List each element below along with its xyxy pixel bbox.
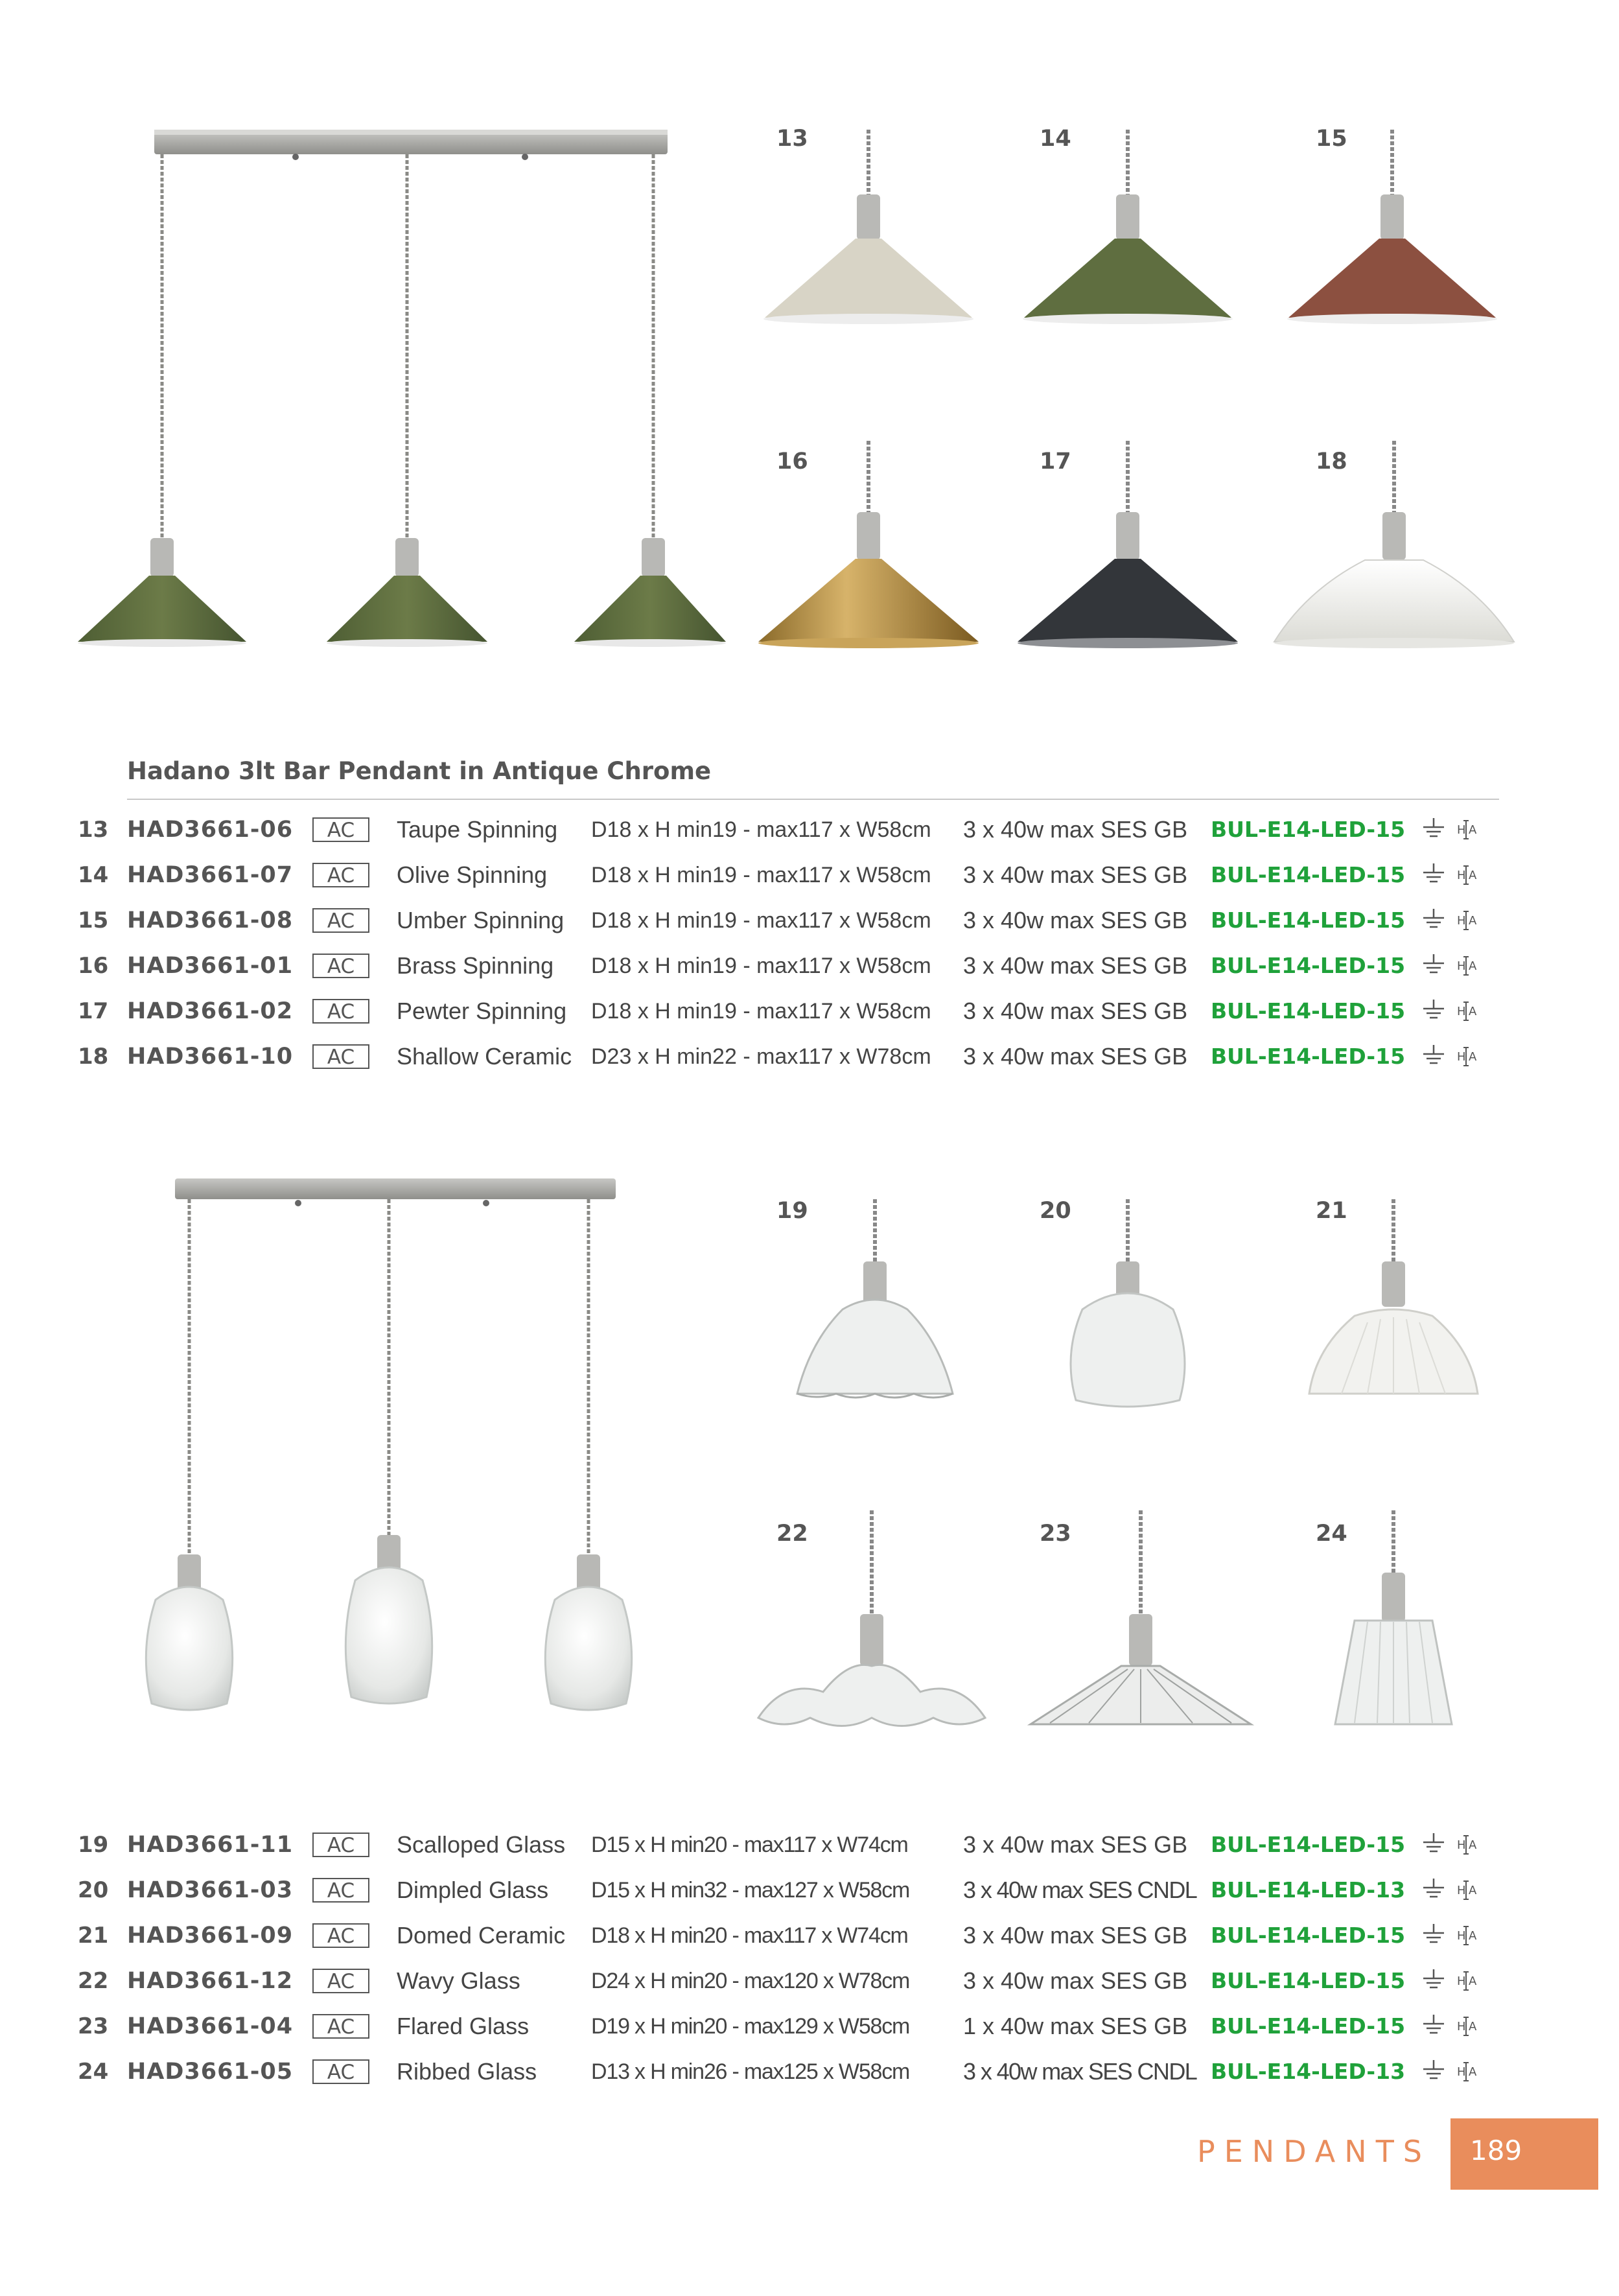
earth-symbol-icon [1423, 863, 1444, 882]
svg-text:H: H [1457, 959, 1466, 973]
product-code: HAD3661-11 [127, 1832, 294, 1858]
svg-text:A: A [1469, 1005, 1477, 1018]
earth-symbol-icon [1423, 954, 1444, 972]
halogen-label-icon [1457, 1927, 1477, 1945]
svg-text:H: H [1457, 823, 1466, 837]
svg-text:H: H [1457, 2065, 1466, 2079]
svg-text:H: H [1457, 2020, 1466, 2033]
bulb-code: BUL-E14-LED-15 [1211, 1044, 1406, 1069]
product-row [0, 1873, 1619, 1907]
halogen-label-icon [1457, 866, 1477, 884]
svg-text:A: A [1469, 1974, 1477, 1988]
earth-symbol-icon [1423, 909, 1444, 927]
shade-image-pewter [1011, 441, 1244, 655]
shade-image-domed-ceramic [1290, 1199, 1497, 1413]
icon-group [1421, 817, 1492, 852]
shade-image-ribbed-glass [1316, 1510, 1471, 1737]
shade-image-wavy-glass [745, 1510, 998, 1737]
dimensions: D18 x H min19 - max117 x W58cm [591, 999, 931, 1024]
lamp-spec: 3 x 40w max SES CNDL [963, 2058, 1197, 2085]
product-description: Domed Ceramic [397, 1922, 566, 1949]
dimensions: D23 x H min22 - max117 x W78cm [591, 1044, 931, 1069]
finish-badge: AC [312, 1833, 369, 1857]
finish-badge: AC [312, 1878, 369, 1903]
earth-symbol-icon [1423, 1969, 1444, 1987]
lamp-spec: 3 x 40w max SES GB [963, 861, 1188, 888]
earth-symbol-icon [1423, 2060, 1444, 2078]
shade-image-umber [1275, 130, 1509, 331]
row-index: 22 [78, 1968, 109, 1994]
dimensions: D18 x H min19 - max117 x W58cm [591, 908, 931, 933]
lamp-spec: 3 x 40w max SES GB [963, 1922, 1188, 1949]
svg-text:H: H [1457, 1050, 1466, 1064]
thumb-label: 18 [1316, 449, 1347, 474]
svg-text:A: A [1469, 2020, 1477, 2033]
halogen-label-icon [1457, 1881, 1477, 1899]
svg-text:H: H [1457, 1884, 1466, 1897]
product-code: HAD3661-03 [127, 1877, 294, 1903]
product-description: Shallow Ceramic [397, 1043, 572, 1070]
earth-symbol-icon [1423, 1000, 1444, 1018]
row-index: 23 [78, 2013, 109, 2039]
finish-badge: AC [312, 817, 369, 842]
product-code: HAD3661-07 [127, 862, 294, 888]
bulb-code: BUL-E14-LED-15 [1211, 1832, 1406, 1857]
halogen-label-icon [1457, 1972, 1477, 1990]
dimensions: D18 x H min19 - max117 x W58cm [591, 954, 931, 978]
product-row [0, 2009, 1619, 2043]
bulb-code: BUL-E14-LED-15 [1211, 862, 1406, 887]
svg-text:H: H [1457, 1929, 1466, 1943]
icon-group [1421, 953, 1492, 988]
thumb-label: 22 [776, 1521, 808, 1547]
earth-symbol-icon [1423, 1924, 1444, 1942]
finish-badge: AC [312, 1044, 369, 1069]
lamp-spec: 3 x 40w max SES CNDL [963, 1877, 1197, 1903]
lamp-spec: 3 x 40w max SES GB [963, 952, 1188, 979]
finish-badge: AC [312, 2059, 369, 2084]
thumb-label: 13 [776, 126, 808, 152]
halogen-label-icon [1457, 1048, 1477, 1066]
bulb-code: BUL-E14-LED-15 [1211, 908, 1406, 933]
product-code: HAD3661-08 [127, 908, 294, 933]
halogen-label-icon [1457, 1836, 1477, 1854]
product-row [0, 1040, 1619, 1073]
dimensions: D13 x H min26 - max125 x W58cm [591, 2059, 910, 2084]
product-row [0, 813, 1619, 847]
lamp-spec: 1 x 40w max SES GB [963, 2013, 1188, 2039]
shade-image-flared-glass [1024, 1510, 1257, 1737]
svg-text:A: A [1469, 1929, 1477, 1943]
bulb-code: BUL-E14-LED-15 [1211, 1923, 1406, 1948]
earth-symbol-icon [1423, 1879, 1444, 1897]
bulb-code: BUL-E14-LED-13 [1211, 1877, 1406, 1903]
svg-text:H: H [1457, 1974, 1466, 1988]
dimensions: D18 x H min19 - max117 x W58cm [591, 863, 931, 887]
earth-symbol-icon [1423, 2015, 1444, 2033]
bulb-code: BUL-E14-LED-15 [1211, 1968, 1406, 1993]
product-code: HAD3661-02 [127, 998, 294, 1024]
product-code: HAD3661-04 [127, 2013, 294, 2039]
row-index: 21 [78, 1923, 109, 1949]
product-description: Flared Glass [397, 2013, 530, 2039]
thumb-label: 14 [1040, 126, 1071, 152]
product-description: Pewter Spinning [397, 998, 567, 1024]
product-code: HAD3661-09 [127, 1923, 294, 1949]
lamp-spec: 3 x 40w max SES GB [963, 816, 1188, 843]
icon-group [1421, 1923, 1492, 1958]
icon-group [1421, 998, 1492, 1033]
svg-text:H: H [1457, 1005, 1466, 1018]
halogen-label-icon [1457, 2063, 1477, 2081]
thumb-label: 23 [1040, 1521, 1071, 1547]
svg-text:A: A [1469, 1050, 1477, 1064]
svg-text:A: A [1469, 914, 1477, 928]
bulb-code: BUL-E14-LED-13 [1211, 2059, 1406, 2084]
icon-group [1421, 2013, 1492, 2048]
row-index: 24 [78, 2059, 109, 2085]
row-index: 16 [78, 953, 109, 979]
svg-text:A: A [1469, 1884, 1477, 1897]
product-title: Hadano 3lt Bar Pendant in Antique Chrome [127, 757, 712, 785]
finish-badge: AC [312, 908, 369, 933]
halogen-label-icon [1457, 1002, 1477, 1020]
halogen-label-icon [1457, 957, 1477, 975]
product-row [0, 2055, 1619, 2089]
row-index: 20 [78, 1877, 109, 1903]
product-code: HAD3661-10 [127, 1044, 294, 1070]
bulb-code: BUL-E14-LED-15 [1211, 998, 1406, 1024]
row-index: 17 [78, 998, 109, 1024]
halogen-label-icon [1457, 2017, 1477, 2035]
section-name: PENDANTS [1196, 2134, 1431, 2169]
bulb-code: BUL-E14-LED-15 [1211, 2013, 1406, 2039]
finish-badge: AC [312, 2014, 369, 2039]
shade-image-brass [752, 441, 985, 655]
product-row [0, 858, 1619, 892]
shade-image-scalloped-glass [771, 1199, 979, 1413]
row-index: 15 [78, 908, 109, 933]
lamp-spec: 3 x 40w max SES GB [963, 1831, 1188, 1858]
dimensions: D15 x H min20 - max117 x W74cm [591, 1833, 908, 1857]
icon-group [1421, 2059, 1492, 2094]
finish-badge: AC [312, 1969, 369, 1993]
product-code: HAD3661-12 [127, 1968, 294, 1994]
icon-group [1421, 1968, 1492, 2003]
dimensions: D19 x H min20 - max129 x W58cm [591, 2014, 910, 2039]
product-row [0, 1919, 1619, 1952]
thumb-label: 15 [1316, 126, 1347, 152]
bar-pendant-image-dimpled [117, 1172, 687, 1729]
shade-image-dimpled-glass [1043, 1199, 1212, 1413]
thumb-label: 24 [1316, 1521, 1347, 1547]
product-description: Olive Spinning [397, 861, 548, 888]
product-row [0, 949, 1619, 983]
svg-text:H: H [1457, 1838, 1466, 1852]
svg-text:A: A [1469, 869, 1477, 882]
dimensions: D24 x H min20 - max120 x W78cm [591, 1969, 910, 1993]
row-index: 19 [78, 1832, 109, 1858]
page-number: 189 [1470, 2135, 1522, 2166]
product-row [0, 994, 1619, 1028]
shade-image-olive [1011, 130, 1244, 331]
dimensions: D18 x H min20 - max117 x W74cm [591, 1923, 908, 1948]
thumb-label: 16 [776, 449, 808, 474]
svg-text:A: A [1469, 2065, 1477, 2079]
product-code: HAD3661-05 [127, 2059, 294, 2085]
thumb-label: 21 [1316, 1198, 1347, 1224]
shade-image-shallow-ceramic [1268, 441, 1520, 655]
row-index: 13 [78, 817, 109, 843]
product-description: Wavy Glass [397, 1967, 520, 1994]
svg-text:A: A [1469, 823, 1477, 837]
product-description: Ribbed Glass [397, 2058, 537, 2085]
lamp-spec: 3 x 40w max SES GB [963, 1967, 1188, 1994]
lamp-spec: 3 x 40w max SES GB [963, 907, 1188, 933]
thumb-label: 19 [776, 1198, 808, 1224]
earth-symbol-icon [1423, 1833, 1444, 1851]
dimensions: D18 x H min19 - max117 x W58cm [591, 817, 931, 842]
halogen-label-icon [1457, 911, 1477, 930]
product-code: HAD3661-06 [127, 817, 294, 843]
row-index: 14 [78, 862, 109, 888]
product-description: Dimpled Glass [397, 1877, 549, 1903]
svg-text:A: A [1469, 959, 1477, 973]
page-number-box [1450, 2118, 1598, 2190]
product-description: Umber Spinning [397, 907, 565, 933]
finish-badge: AC [312, 1923, 369, 1948]
finish-badge: AC [312, 954, 369, 978]
icon-group [1421, 1044, 1492, 1079]
product-description: Taupe Spinning [397, 816, 558, 843]
finish-badge: AC [312, 863, 369, 887]
product-description: Scalloped Glass [397, 1831, 566, 1858]
product-row [0, 1828, 1619, 1862]
icon-group [1421, 862, 1492, 897]
shade-image-taupe [752, 130, 985, 331]
product-code: HAD3661-01 [127, 953, 294, 979]
thumb-label: 17 [1040, 449, 1071, 474]
dimensions: D15 x H min32 - max127 x W58cm [591, 1878, 910, 1903]
product-row [0, 904, 1619, 937]
earth-symbol-icon [1423, 818, 1444, 836]
product-description: Brass Spinning [397, 952, 554, 979]
halogen-label-icon [1457, 821, 1477, 839]
product-row [0, 1964, 1619, 1998]
lamp-spec: 3 x 40w max SES GB [963, 998, 1188, 1024]
bulb-code: BUL-E14-LED-15 [1211, 817, 1406, 842]
earth-symbol-icon [1423, 1045, 1444, 1063]
svg-text:H: H [1457, 914, 1466, 928]
row-index: 18 [78, 1044, 109, 1070]
bar-pendant-image-spinning [78, 123, 739, 668]
icon-group [1421, 1877, 1492, 1912]
divider [127, 799, 1499, 800]
finish-badge: AC [312, 999, 369, 1024]
svg-text:A: A [1469, 1838, 1477, 1852]
icon-group [1421, 1832, 1492, 1867]
bulb-code: BUL-E14-LED-15 [1211, 953, 1406, 978]
icon-group [1421, 908, 1492, 943]
svg-text:H: H [1457, 869, 1466, 882]
lamp-spec: 3 x 40w max SES GB [963, 1043, 1188, 1070]
thumb-label: 20 [1040, 1198, 1071, 1224]
